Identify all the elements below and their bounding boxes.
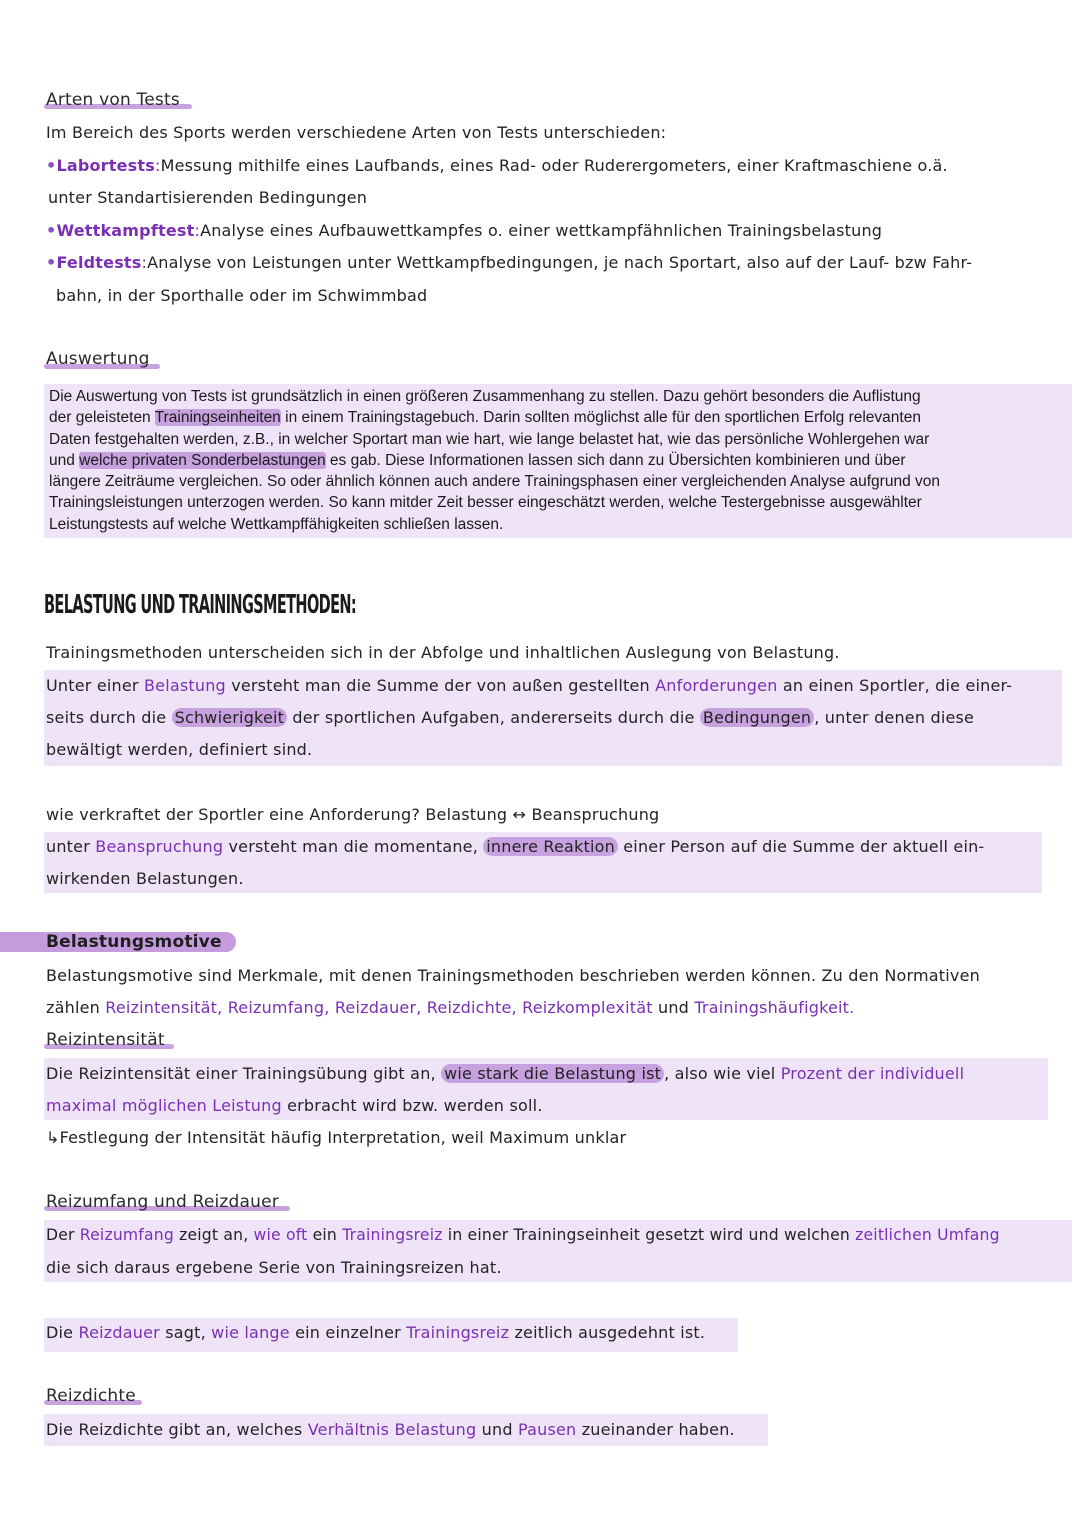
text: ein einzelner [289, 1323, 407, 1342]
highlight-innere-reaktion: innere Reaktion [483, 837, 618, 856]
umfang-line2: die sich daraus ergebene Serie von Trainingsreizen hat. [46, 1258, 502, 1277]
separator: : [141, 253, 148, 272]
text: ein [307, 1226, 343, 1244]
text: in einem Trainingstagebuch. Darin sollten möglichst alle für den sportlichen Erfolg relevanten [280, 409, 921, 427]
text-line: Trainingsleistungen unterzogen werden. So kann mitder Zeit besser eingeschätzt werden, welche Testergebnisse ausgewählter [49, 494, 922, 512]
test-item-feldtests [46, 253, 972, 272]
text: Die [46, 1323, 79, 1342]
auswertung-text [49, 386, 940, 535]
labortests-line1: Messung mithilfe eines Laufbands, eines Rad- oder Ruderergometers, einer Kraftmaschiene o.ä. [160, 156, 948, 175]
text-line: Die Auswertung von Tests ist grundsätzlich in einen größeren Zusammenhang zu stellen. Dazu gehört besonders die Auflistung [49, 388, 921, 405]
text: zueinander haben. [576, 1420, 735, 1439]
dichte-line [46, 1420, 735, 1439]
term-beanspruchung: Beanspruchung [95, 837, 224, 856]
test-item-wettkampftest [46, 221, 882, 240]
test-item-labortests [46, 156, 948, 175]
separator: : [154, 156, 161, 175]
term-wettkampftest: Wettkampftest [56, 221, 195, 240]
text: , also wie viel [664, 1064, 781, 1083]
text: der geleisteten [49, 409, 155, 427]
term-belastung: Belastung [143, 676, 226, 695]
dichte-heading: Reizdichte [46, 1386, 136, 1406]
umfang-heading: Reizumfang und Reizdauer [46, 1192, 279, 1212]
text: zeitlich ausgedehnt ist. [509, 1323, 706, 1342]
intensitaet-note: ↳Festlegung der Intensität häufig Interpretation, weil Maximum unklar [46, 1128, 627, 1147]
text: sagt, [159, 1323, 212, 1342]
text-line: längere Zeiträume vergleichen. So oder ähnlich können auch andere Trainingsphasen einer vergleichenden Analyse aufgrund von [49, 473, 940, 491]
bullet: • [46, 221, 57, 240]
tests-heading: Arten von Tests [46, 90, 180, 110]
text: versteht man die Summe der von außen gestellten [225, 676, 656, 695]
text-line: Daten festgehalten werden, z.B., in welcher Sportart man wie hart, wie lange belastet hat, wie das persönliche Wohlergehen war [49, 430, 930, 448]
text: Die Reizdichte gibt an, welches [46, 1420, 308, 1439]
text: erbracht wird bzw. werden soll. [281, 1096, 543, 1115]
dauer-line [46, 1323, 705, 1342]
motive-line2 [46, 998, 854, 1017]
term-wie-lange: wie lange [211, 1323, 290, 1342]
intensitaet-line1 [46, 1064, 964, 1083]
text: Unter einer [46, 676, 144, 695]
text-line [49, 450, 940, 471]
motive-heading: Belastungsmotive [46, 932, 222, 952]
umfang-line1 [46, 1226, 1000, 1244]
term-trainingsreiz: Trainingsreiz [342, 1226, 443, 1244]
text: an einen Sportler, die einer- [777, 676, 1013, 695]
text-line: Leistungstests auf welche Wettkampffähigkeiten schließen lassen. [49, 515, 504, 533]
tests-intro: Im Bereich des Sports werden verschiedene Arten von Tests unterschieden: [46, 123, 667, 142]
feldtests-line1: Analyse von Leistungen unter Wettkampfbedingungen, je nach Sportart, also auf der Lauf- bzw Fahr- [147, 253, 973, 272]
text: , unter denen diese [814, 708, 975, 727]
auswertung-heading: Auswertung [46, 349, 150, 369]
text: es gab. Diese Informationen lassen sich dann zu Übersichten kombinieren und über [325, 451, 906, 469]
term-wie-oft: wie oft [253, 1226, 308, 1244]
labortests-line2: unter Standartisierenden Bedingungen [48, 188, 368, 207]
definition-line1 [46, 676, 1012, 695]
highlight: Trainingseinheiten [154, 409, 281, 427]
wettkampftest-line1: Analyse eines Aufbauwettkampfes o. einer wettkampfähnlichen Trainingsbelastung [200, 221, 883, 240]
definition-line3: bewältigt werden, definiert sind. [46, 740, 313, 759]
separator: : [194, 221, 201, 240]
term-reizdauer: Reizdauer [78, 1323, 160, 1342]
term-feldtests: Feldtests [56, 253, 142, 272]
belastung-intro: Trainingsmethoden unterscheiden sich in der Abfolge und inhaltlichen Auslegung von Belastung. [46, 643, 840, 662]
term-anforderungen: Anforderungen [655, 676, 778, 695]
text: versteht man die momentane, [223, 837, 484, 856]
term-trainingsreiz: Trainingsreiz [406, 1323, 510, 1342]
text: seits durch die [46, 708, 172, 727]
term-reizumfang: Reizumfang [79, 1226, 174, 1244]
text: zeigt an, [173, 1226, 254, 1244]
highlight-bedingungen: Bedingungen [700, 708, 814, 727]
term-labortests: Labortests [56, 156, 155, 175]
intensitaet-line2 [46, 1096, 543, 1115]
beanspruchung-line2: wirkenden Belastungen. [46, 869, 244, 888]
highlight-wie-stark: wie stark die Belastung ist [441, 1064, 664, 1083]
text: Die Reizintensität einer Trainingsübung gibt an, [46, 1064, 442, 1083]
term-prozent: Prozent der individuell [780, 1064, 965, 1083]
text: in einer Trainingseinheit gesetzt wird und welchen [442, 1226, 856, 1244]
feldtests-line2: bahn, in der Sporthalle oder im Schwimmbad [56, 286, 428, 305]
text: und [476, 1420, 518, 1439]
text: und [49, 451, 80, 469]
term-maximal-leistung: maximal möglichen Leistung [46, 1096, 282, 1115]
highlight: welche privaten Sonderbelastungen [79, 451, 326, 469]
definition-line2 [46, 708, 974, 727]
text: einer Person auf die Summe der aktuell ein- [617, 837, 985, 856]
text: und [652, 998, 695, 1017]
term-verhaeltnis-belastung: Verhältnis Belastung [307, 1420, 477, 1439]
section-title: BELASTUNG UND TRAININGSMETHODEN: [44, 590, 357, 620]
bullet: • [46, 253, 57, 272]
motive-line1: Belastungsmotive sind Merkmale, mit denen Trainingsmethoden beschrieben werden können. Zu den Normativen [46, 966, 980, 985]
beanspruchung-line1 [46, 837, 984, 856]
highlight-schwierigkeit: Schwierigkeit [172, 708, 288, 727]
text-line [49, 407, 940, 428]
text: unter [46, 837, 96, 856]
term-trainingshaeufigkeit: Trainingshäufigkeit. [694, 998, 855, 1017]
intensitaet-heading: Reizintensität [46, 1030, 165, 1050]
text: zählen [46, 998, 106, 1017]
bullet: • [46, 156, 57, 175]
term-zeitlicher-umfang: zeitlichen Umfang [855, 1226, 1000, 1244]
text: Der [46, 1226, 80, 1244]
term-pausen: Pausen [518, 1420, 577, 1439]
text: der sportlichen Aufgaben, andererseits durch die [287, 708, 700, 727]
normative-list: Reizintensität, Reizumfang, Reizdauer, Reizdichte, Reizkomplexität [105, 998, 653, 1017]
question-line: wie verkraftet der Sportler eine Anforderung? Belastung ↔ Beanspruchung [46, 805, 660, 824]
